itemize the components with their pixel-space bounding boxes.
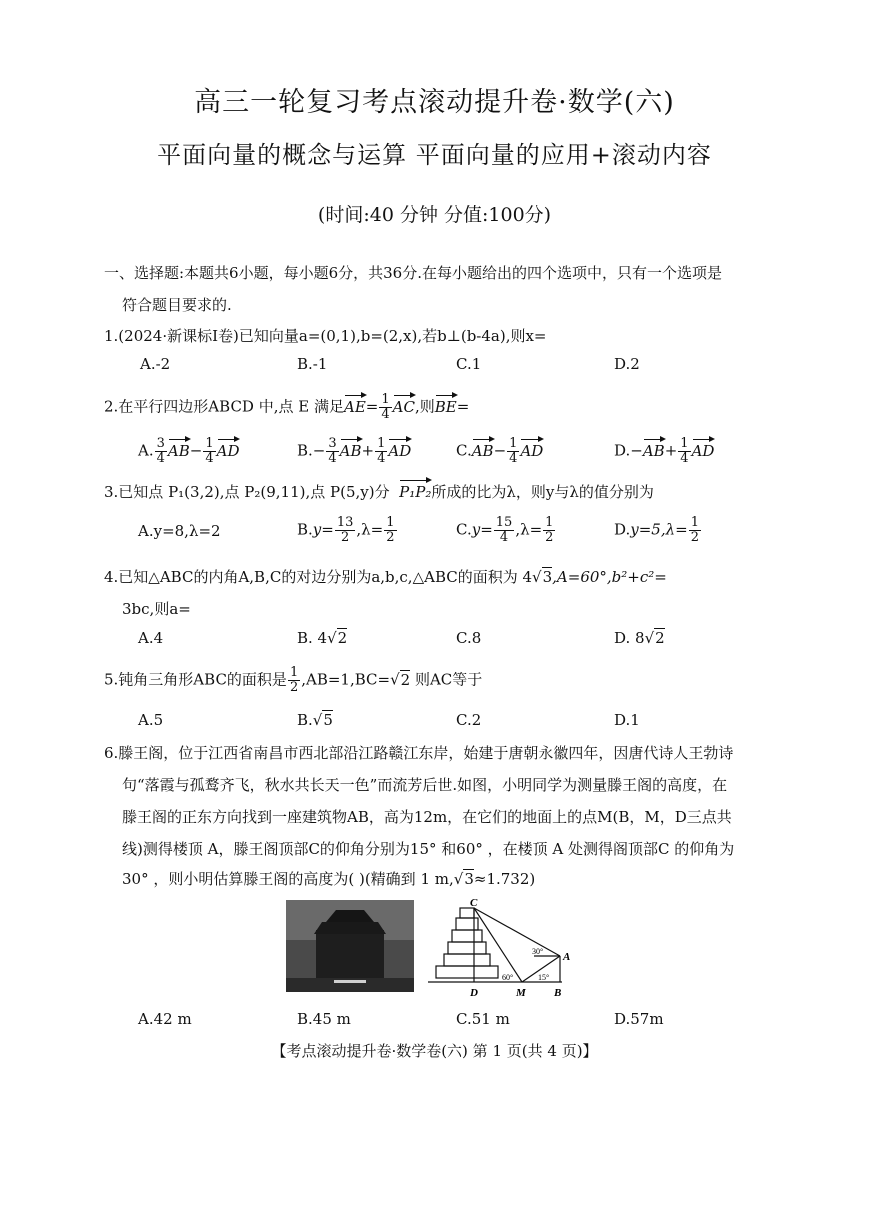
den: 4 — [499, 530, 509, 545]
tower-level-1 — [436, 966, 498, 978]
photo-building-body — [316, 930, 384, 978]
label: B. — [297, 520, 313, 539]
line-ca — [474, 908, 560, 956]
label: B. — [297, 711, 313, 729]
question-6-line-3: 滕王阁的正东方向找到一座建筑物AB，高为12m，在它们的地面上的点M(B，M，D三点共 — [122, 808, 732, 826]
frac — [543, 516, 555, 545]
q6-option-c: C.51 m — [456, 1010, 510, 1028]
angle-60: 60° — [502, 973, 514, 982]
q1-option-c: C.1 — [456, 355, 482, 373]
frac — [678, 437, 690, 466]
sqrt-value: 2 — [400, 670, 411, 689]
label: B. — [297, 441, 313, 460]
label-b: B — [554, 987, 562, 999]
question-6-line-4: 线)测得楼顶 A，滕王阁顶部C的仰角分别为15° 和60° ，在楼顶 A 处测得阁顶部C 的仰角为 — [122, 840, 735, 858]
q5-mid: ,AB=1,BC= — [301, 670, 391, 689]
section-instructions-2: 符合题目要求的. — [122, 296, 232, 314]
section-instructions-1: 一、选择题:本题共6小题，每小题6分，共36分.在每小题给出的四个选项中，只有一个选项是 — [104, 264, 722, 282]
sqrt-value: 3 — [464, 870, 474, 888]
geometry-diagram — [426, 898, 576, 1002]
q5-option-b: B.√5 — [297, 711, 333, 729]
question-4-stem-1: 4.已知△ABC的内角A,B,C的对边分别为a,b,c,△ABC的面积为 4√3,A=60°,b²+c²= — [104, 568, 667, 586]
frac — [689, 516, 701, 545]
label-d: D — [470, 987, 478, 999]
frac — [335, 516, 356, 545]
q5-text: 5.钝角三角形ABC的面积是 — [104, 670, 287, 689]
vector-ab: AB — [339, 441, 362, 460]
question-6-line-1: 6.滕王阁，位于江西省南昌市西北部沿江路赣江东岸，始建于唐朝永徽四年，因唐代诗人王勃诗 — [104, 744, 734, 762]
q5-option-d: D.1 — [614, 711, 640, 729]
question-3-stem — [104, 481, 654, 502]
num: 3 — [328, 436, 337, 451]
frac — [288, 666, 300, 695]
vector-ad: AD — [520, 441, 544, 460]
sqrt-value: 5 — [323, 711, 333, 729]
angle-30: 30° — [532, 947, 544, 956]
q4-option-c: C.8 — [456, 629, 482, 647]
question-6-line-5: 30° ，则小明估算滕王阁的高度为( )(精确到 1 m,√3≈1.732) — [122, 870, 536, 888]
var: ,λ= — [515, 520, 543, 539]
tower-level-6 — [460, 908, 474, 918]
vector-ad: AD — [216, 441, 240, 460]
label: B. 4 — [297, 629, 328, 647]
q2-mid: ,则 — [414, 397, 435, 416]
var: y= — [312, 520, 334, 539]
question-1-stem: 1.(2024·新课标Ⅰ卷)已知向量a=(0,1),b=(2,x),若b⊥(b-4a),则x= — [104, 327, 547, 345]
num: 1 — [205, 436, 214, 451]
num: 13 — [336, 515, 354, 530]
den: 2 — [340, 530, 350, 545]
vector-ad: AD — [388, 441, 412, 460]
num: 15 — [495, 515, 513, 530]
q2-tail: = — [456, 397, 470, 416]
vector-ab: AB — [167, 441, 190, 460]
question-6-line-2: 句“落霞与孤鹜齐飞，秋水共长天一色”而流芳后世.如图，小明同学为测量滕王阁的高度，在 — [122, 776, 728, 794]
page-footer: 【考点滚动提升卷·数学卷(六) 第 1 页(共 4 页)】 — [271, 1042, 598, 1060]
frac — [507, 437, 519, 466]
var: ,λ= — [356, 520, 384, 539]
q4-option-a: A.4 — [138, 629, 164, 647]
q2-option-c — [456, 437, 543, 466]
photo-roof-mid — [314, 922, 386, 934]
vector-ad: AD — [691, 441, 715, 460]
q1-option-a: A.-2 — [140, 355, 171, 373]
time-info: (时间:40 分钟 分值:100分) — [317, 204, 552, 226]
q3-prefix: 3.已知点 P₁(3,2),点 P₂(9,11),点 P(5,y)分 — [104, 483, 390, 501]
frac — [326, 437, 338, 466]
q6-tail: ≈1.732) — [473, 870, 536, 888]
q1-option-d: D.2 — [614, 355, 640, 373]
q2-option-a — [138, 437, 239, 466]
label-a: A — [563, 951, 571, 963]
photo-plaque — [334, 980, 366, 983]
num: 3 — [156, 436, 165, 451]
question-2-stem — [104, 393, 469, 422]
q6-text: 30° ，则小明估算滕王阁的高度为( )(精确到 1 m, — [122, 870, 454, 888]
frac — [155, 437, 167, 466]
q6-option-d: D.57m — [614, 1010, 664, 1028]
label: C. — [456, 520, 472, 539]
label: D. — [614, 520, 631, 539]
frac-den: 4 — [381, 407, 390, 422]
sqrt-value: 2 — [655, 629, 665, 647]
vector-ab: AB — [471, 441, 494, 460]
den: 4 — [328, 451, 337, 466]
label: C. — [456, 441, 472, 460]
q3-tail: 所成的比为λ，则y与λ的值分别为 — [431, 483, 654, 501]
q6-option-a: A.42 m — [138, 1010, 192, 1028]
vector-ae: AE — [343, 397, 366, 416]
op: − — [493, 441, 507, 460]
frac — [203, 437, 215, 466]
q2-option-d — [614, 437, 714, 466]
op: + — [664, 441, 678, 460]
q6-option-b: B.45 m — [297, 1010, 351, 1028]
sqrt-value: 2 — [337, 629, 348, 647]
vector-be: BE — [434, 397, 457, 416]
q3-option-a: A.y=8,λ=2 — [138, 522, 221, 540]
q4-text: 4.已知△ABC的内角A,B,C的对边分别为a,b,c,△ABC的面积为 4 — [104, 568, 533, 586]
tower-level-2 — [444, 954, 490, 966]
q3-option-c — [456, 516, 556, 545]
q1-option-b: B.-1 — [297, 355, 328, 373]
frac-num: 1 — [381, 392, 390, 407]
den: 2 — [386, 530, 395, 545]
frac — [494, 516, 515, 545]
tower-level-4 — [452, 930, 482, 942]
pavilion-photo — [286, 900, 414, 992]
num: 1 — [377, 436, 386, 451]
frac — [384, 516, 396, 545]
page-title: 高三一轮复习考点滚动提升卷·数学(六) — [194, 87, 675, 118]
den: 4 — [156, 451, 165, 466]
num: 1 — [690, 515, 699, 530]
q3-option-d — [614, 516, 702, 545]
den: 2 — [289, 680, 299, 695]
q3-option-b — [297, 516, 398, 545]
q4-option-d: D. 8√2 — [614, 629, 665, 647]
q5-option-c: C.2 — [456, 711, 482, 729]
q2-prefix: 2.在平行四边形ABCD 中,点 E 满足 — [104, 397, 344, 416]
q5-option-a: A.5 — [138, 711, 164, 729]
q2-equals: = — [365, 397, 379, 416]
sqrt-value: 3 — [542, 568, 553, 586]
den: 4 — [509, 451, 518, 466]
num: 1 — [509, 436, 518, 451]
q4-option-b: B. 4√2 — [297, 629, 348, 647]
den: 4 — [377, 451, 386, 466]
label: A. — [138, 441, 154, 460]
num: 1 — [680, 436, 689, 451]
label: D. 8 — [614, 629, 645, 647]
vector-ac: AC — [392, 397, 415, 416]
den: 4 — [205, 451, 214, 466]
page-subtitle: 平面向量的概念与运算 平面向量的应用+滚动内容 — [157, 141, 712, 169]
q4-tail: ,A=60°,b²+c²= — [552, 568, 667, 586]
fraction-1-4 — [379, 393, 391, 422]
label: D. — [614, 441, 631, 460]
label-m: M — [516, 987, 526, 999]
frac — [375, 437, 387, 466]
q2-option-b — [297, 437, 411, 466]
num: 1 — [386, 515, 395, 530]
num: 1 — [289, 665, 299, 680]
op: − — [630, 441, 643, 460]
op: + — [361, 441, 375, 460]
var: y= — [471, 520, 493, 539]
var: y=5,λ= — [630, 520, 688, 539]
op: − — [189, 441, 203, 460]
label-c: C — [470, 898, 478, 909]
question-4-stem-2: 3bc,则a= — [122, 600, 191, 618]
den: 2 — [690, 530, 699, 545]
num: 1 — [545, 515, 554, 530]
tower-level-5 — [456, 918, 478, 930]
den: 4 — [680, 451, 689, 466]
op: − — [312, 441, 326, 460]
tower-level-3 — [448, 942, 486, 954]
vector-p1p2: P₁P₂ — [399, 483, 432, 501]
question-5-stem: 5.钝角三角形ABC的面积是 $\frac{1}{2}$ ,AB=1,BC=√2 则AC等于 — [104, 665, 483, 695]
vector-ab: AB — [642, 441, 665, 460]
angle-15: 15° — [538, 973, 550, 982]
den: 2 — [545, 530, 554, 545]
q5-tail: 则AC等于 — [410, 670, 483, 689]
